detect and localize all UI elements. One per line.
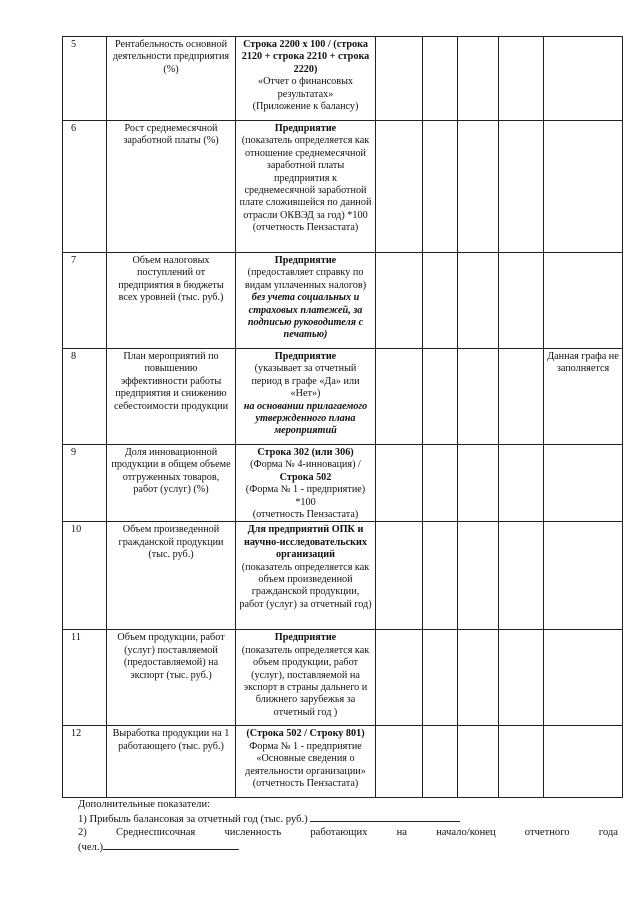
source-line: Предприятие	[274, 351, 337, 362]
source-line: (предоставляет справку по видам уплаченных налогов)	[244, 267, 367, 291]
note-cell	[544, 37, 623, 121]
empty-cell	[376, 726, 423, 798]
source-line: (Приложение к балансу)	[252, 101, 359, 113]
table-row	[63, 726, 623, 798]
row-number: 5	[63, 37, 107, 121]
indicator-name: Выработка продукции на 1 работающего (тыс. руб.)	[107, 726, 236, 798]
empty-cell	[423, 630, 458, 726]
empty-cell	[499, 349, 544, 445]
additional-item-2-word: численность	[224, 827, 282, 838]
source-line: Для предприятий ОПК и научно-исследовательских организаций	[244, 524, 367, 561]
empty-cell	[458, 630, 499, 726]
empty-cell	[423, 522, 458, 630]
source-line: (Строка 502 / Строку 801)	[246, 728, 365, 740]
empty-cell	[376, 253, 423, 349]
blank-line	[310, 811, 460, 822]
source-line: (отчетность Пензастата)	[252, 222, 359, 234]
row-number: 7	[63, 253, 107, 349]
note-cell	[544, 121, 623, 253]
empty-cell	[499, 522, 544, 630]
table-row	[63, 349, 623, 445]
source-line: Предприятие	[274, 255, 337, 266]
indicator-name: Доля инновационной продукции в общем объеме отгруженных товаров, работ (услуг) (%)	[107, 445, 236, 522]
empty-cell	[423, 253, 458, 349]
indicator-name: План мероприятий по повышению эффективности работы предприятия и снижению себестоимости продукции	[107, 349, 236, 445]
source-line: (отчетность Пензастата)	[252, 778, 359, 790]
empty-cell	[376, 121, 423, 253]
additional-item-2-word: начало/конец	[436, 827, 496, 838]
indicator-source	[236, 445, 376, 522]
table-row	[63, 522, 623, 630]
indicator-source	[236, 522, 376, 630]
source-line: Предприятие	[274, 632, 337, 644]
empty-cell	[499, 630, 544, 726]
table-row	[63, 445, 623, 522]
source-line: (показатель определяется как объем произведенной гражданской продукции, работ (услуг) за отчетный год)	[239, 561, 372, 610]
row-number: 6	[63, 121, 107, 253]
indicator-name: Объем продукции, работ (услуг) поставляемой (предоставляемой) на экспорт (тыс. руб.)	[107, 630, 236, 726]
additional-title: Дополнительные показатели:	[78, 799, 211, 810]
additional-item-2-tail	[78, 839, 618, 854]
table-row	[63, 121, 623, 253]
additional-item-2-word: отчетного	[524, 827, 570, 838]
additional-item-2-word: Среднесписочная	[115, 827, 196, 838]
source-line: Строка 2200 х 100 / (строка 2120 + строка 2210 + строка 2220)	[241, 39, 370, 75]
empty-cell	[376, 445, 423, 522]
note-cell: Данная графа не заполняется	[544, 349, 623, 445]
row-number: 8	[63, 349, 107, 445]
additional-item-2-word: года	[598, 827, 618, 838]
indicator-source	[236, 253, 376, 349]
empty-cell	[458, 37, 499, 121]
empty-cell	[499, 37, 544, 121]
empty-cell	[458, 522, 499, 630]
additional-item-2-tail-label: (чел.)	[78, 842, 104, 853]
source-line: Форма № 1 - предприятие «Основные сведения о деятельности организации»	[245, 740, 366, 777]
source-line: (указывает за отчетный период в графе «Да» или «Нет»)	[251, 363, 360, 400]
empty-cell	[423, 445, 458, 522]
note-cell	[544, 253, 623, 349]
additional-item-1-label: 1) Прибыль балансовая за отчетный год (тыс. руб.)	[78, 814, 308, 825]
table-row	[63, 37, 623, 121]
empty-cell	[458, 121, 499, 253]
empty-cell	[499, 445, 544, 522]
empty-cell	[423, 726, 458, 798]
note-cell	[544, 726, 623, 798]
indicator-source	[236, 630, 376, 726]
additional-item-2-word: 2)	[78, 827, 87, 838]
indicator-name: Объем налоговых поступлений от предприятия в бюджеты всех уровней (тыс. руб.)	[107, 253, 236, 349]
row-number: 10	[63, 522, 107, 630]
additional-item-2-word: на	[396, 827, 407, 838]
empty-cell	[458, 726, 499, 798]
note-cell	[544, 522, 623, 630]
additional-indicators	[78, 798, 618, 854]
row-number: 9	[63, 445, 107, 522]
indicator-source	[236, 349, 376, 445]
additional-item-2-word: работающих	[310, 827, 368, 838]
source-line: Строка 502	[279, 471, 332, 483]
source-line: Строка 302 (или 306)	[257, 447, 354, 458]
table-row	[63, 630, 623, 726]
empty-cell	[376, 37, 423, 121]
note-cell	[544, 445, 623, 522]
blank-line	[103, 839, 239, 850]
empty-cell	[458, 253, 499, 349]
row-number: 12	[63, 726, 107, 798]
empty-cell	[423, 349, 458, 445]
empty-cell	[376, 522, 423, 630]
source-line: без учета социальных и страховых платежей, за подписью руководителя с печатью)	[247, 292, 364, 341]
indicators-table	[62, 36, 623, 798]
note-cell	[544, 630, 623, 726]
empty-cell	[499, 121, 544, 253]
source-line: (показатель определяется как объем продукции, работ (услуг), поставляемой на экспорт в страны дальнего и ближнего зарубежья за отчетный год )	[241, 644, 370, 718]
source-line: на основании прилагаемого утвержденного плана мероприятий	[243, 400, 368, 437]
empty-cell	[499, 253, 544, 349]
source-line: (Форма № 1 - предприятие) *100	[245, 484, 366, 508]
empty-cell	[423, 121, 458, 253]
table-row	[63, 253, 623, 349]
empty-cell	[499, 726, 544, 798]
indicator-name: Рентабельность основной деятельности предприятия (%)	[107, 37, 236, 121]
source-line: Предприятие	[274, 123, 337, 134]
source-line: (отчетность Пензастата)	[252, 509, 359, 521]
indicator-name: Объем произведенной гражданской продукции (тыс. руб.)	[107, 522, 236, 630]
source-line: «Отчет о финансовых результатах»	[257, 76, 354, 100]
empty-cell	[458, 445, 499, 522]
source-line: (показатель определяется как отношение среднемесячной заработной платы предприятия к среднемесячной заработной плате сложившейся по данной отрасли ОКВЭД за год) *100	[239, 135, 372, 221]
empty-cell	[458, 349, 499, 445]
empty-cell	[376, 349, 423, 445]
empty-cell	[376, 630, 423, 726]
row-number: 11	[63, 630, 107, 726]
indicator-name: Рост среднемесячной заработной платы (%)	[107, 121, 236, 253]
source-line: (Форма № 4-инновация) /	[250, 459, 361, 471]
empty-cell	[423, 37, 458, 121]
additional-item-1	[78, 811, 618, 826]
additional-item-2	[78, 826, 618, 839]
indicator-source	[236, 726, 376, 798]
indicator-source	[236, 121, 376, 253]
indicator-source	[236, 37, 376, 121]
